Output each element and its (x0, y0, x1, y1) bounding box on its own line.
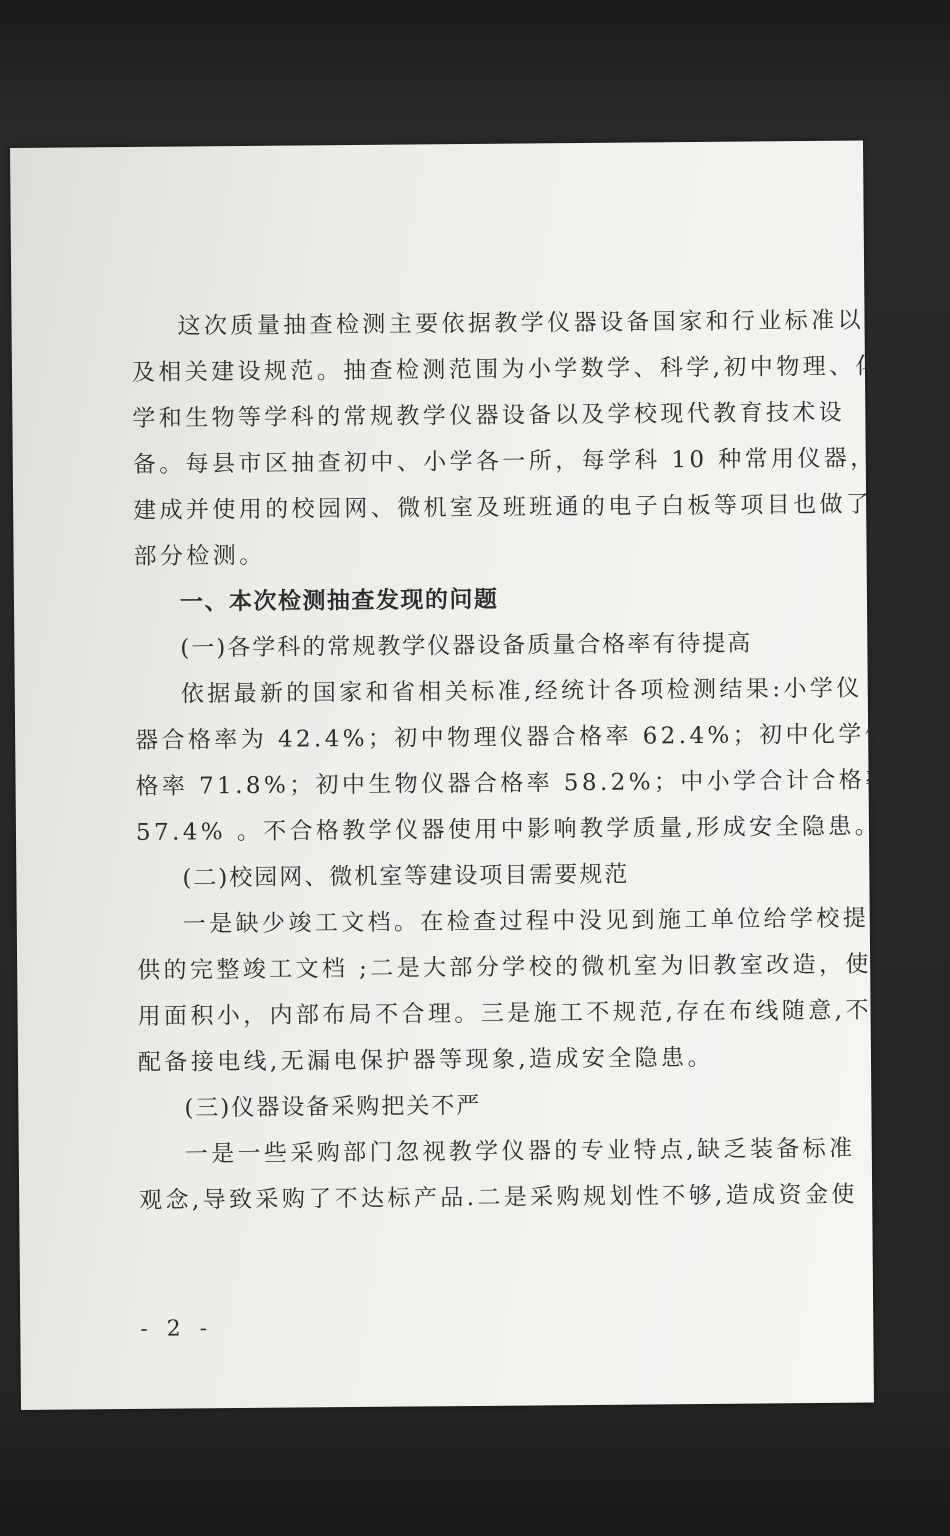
subsection-3-heading: (三)仪器设备采购把关不严 (184, 1092, 482, 1122)
intro-line-3: 学和生物等学科的常规教学仪器设备以及学校现代教育技术设 (132, 399, 846, 432)
document-page (10, 141, 945, 1410)
paragraph-1-line-2: 器合格率为 42.4%；初中物理仪器合格率 62.4%；初中化学仪器合 (135, 720, 945, 754)
paragraph-2-line-2: 供的完整竣工文档 ;二是大部分学校的微机室为旧教室改造，使 (137, 951, 872, 984)
intro-line-1: 这次质量抽查检测主要依据教学仪器设备国家和行业标准以 (177, 307, 865, 340)
intro-line-2: 及相关建设规范。抽查检测范围为小学数学、科学,初中物理、化 (131, 353, 882, 386)
paragraph-2-line-1: 一是缺少竣工文档。在检查过程中没见到施工单位给学校提 (182, 905, 870, 938)
paragraph-1-line-3: 格率 71.8%；初中生物仪器合格率 58.2%；中小学合计合格率 (135, 767, 892, 800)
intro-line-5: 建成并使用的校园网、微机室及班班通的电子白板等项目也做了 (133, 491, 873, 524)
page-number: - 2 - (140, 1316, 214, 1342)
paragraph-3-line-2: 观念,导致采购了不达标产品.二是采购规划性不够,造成资金使 (139, 1181, 858, 1214)
paragraph-2-line-3: 用面积小，内部布局不合理。三是施工不规范,存在布线随意,不 (137, 997, 872, 1030)
intro-line-6: 部分检测。 (133, 542, 266, 570)
intro-line-4: 备。每县市区抽查初中、小学各一所，每学科 10 种常用仪器，对 (132, 445, 904, 478)
paragraph-2-line-4: 配备接电线,无漏电保护器等现象,造成安全隐患。 (137, 1044, 714, 1076)
paragraph-3-line-1: 一是一些采购部门忽视教学仪器的专业特点,缺乏装备标准 (184, 1135, 856, 1168)
paragraph-1-line-4: 57.4% 。不合格教学仪器使用中影响教学质量,形成安全隐患。 (135, 813, 882, 846)
section-1-heading: 一、本次检测抽查发现的问题 (179, 586, 499, 616)
paragraph-1-line-1: 依据最新的国家和省相关标准,经统计各项检测结果:小学仪 (180, 675, 863, 708)
subsection-2-heading: (二)校园网、微机室等建设项目需要规范 (182, 861, 630, 892)
subsection-1-heading: (一)各学科的常规教学仪器设备质量合格率有待提高 (180, 630, 753, 662)
